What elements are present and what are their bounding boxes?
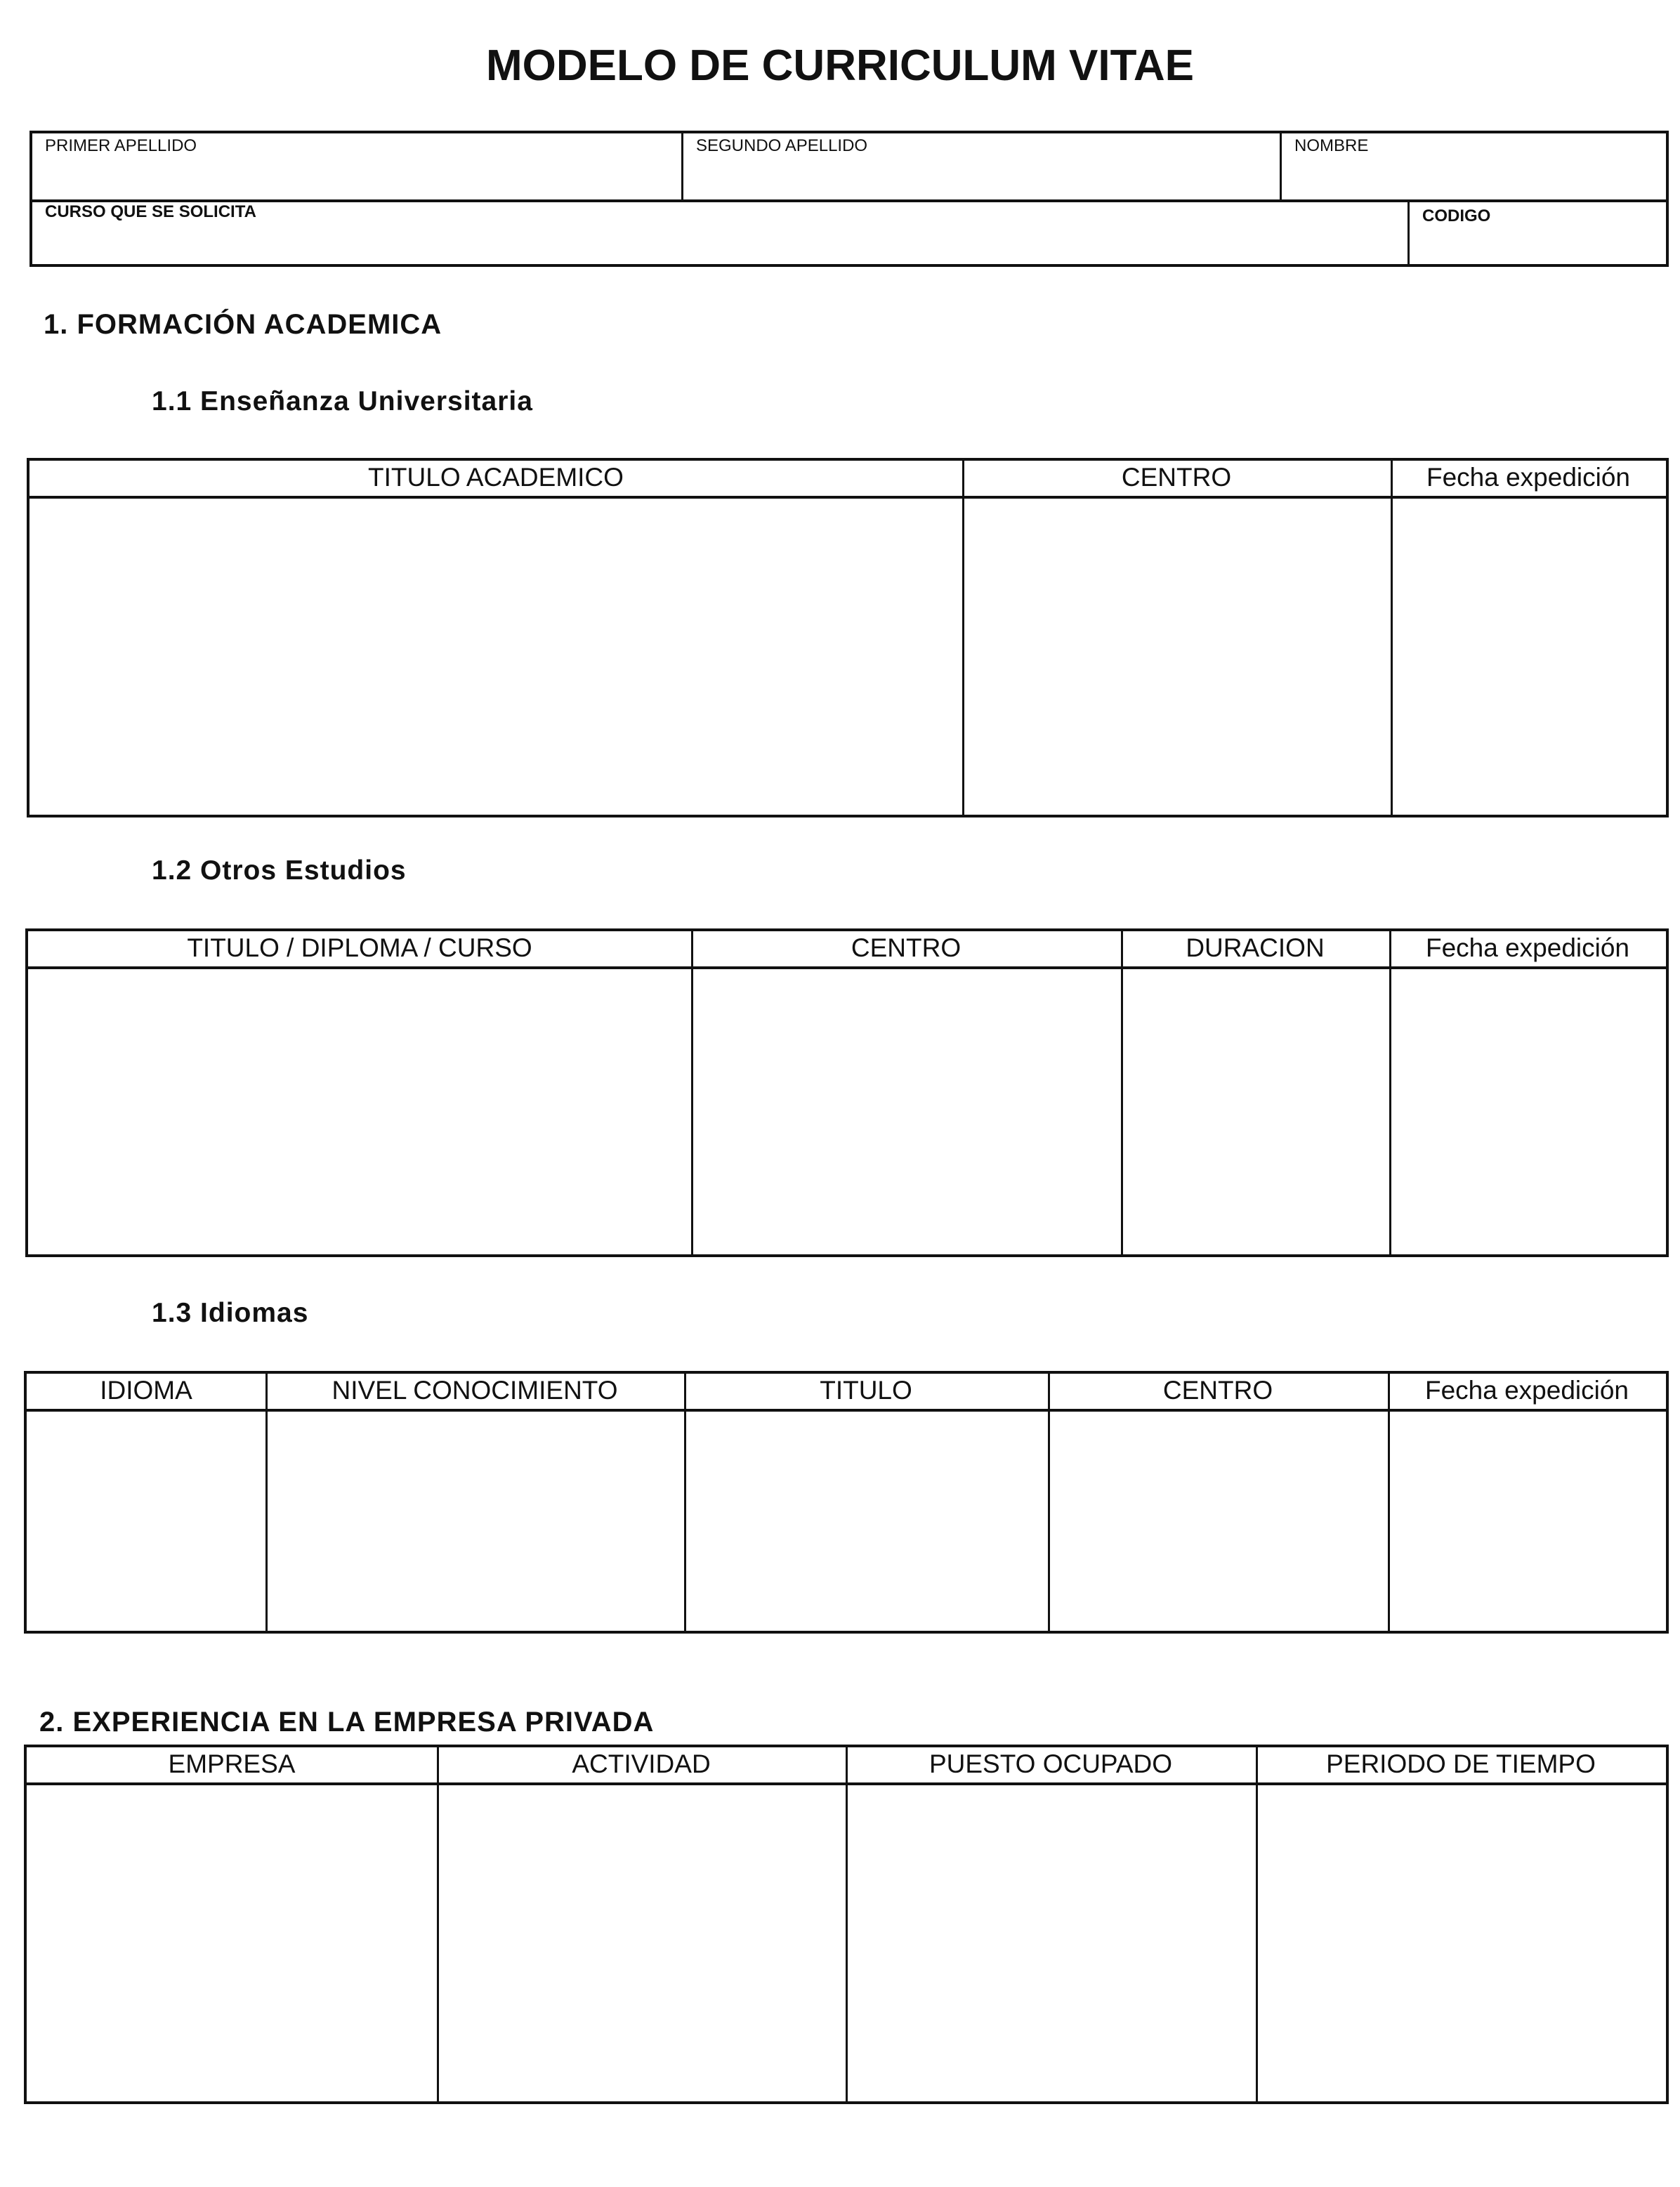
- column-divider: [265, 1374, 268, 1631]
- column-header: IDIOMA: [100, 1376, 192, 1405]
- codigo-field[interactable]: [1407, 199, 1666, 264]
- primer-apellido-field[interactable]: [32, 133, 681, 199]
- curso-field[interactable]: [32, 199, 1407, 264]
- curso-label: CURSO QUE SE SOLICITA: [45, 202, 256, 221]
- column-header: EMPRESA: [168, 1749, 296, 1778]
- column-header: TITULO ACADEMICO: [368, 463, 624, 492]
- column-divider: [437, 1747, 439, 2101]
- column-header: PUESTO OCUPADO: [928, 1749, 1173, 1778]
- column-divider: [1121, 931, 1123, 1254]
- personal-info-box: [29, 131, 1669, 267]
- column-divider: [684, 1374, 686, 1631]
- column-header: Fecha expedición: [1426, 463, 1631, 492]
- column-header: TITULO / DIPLOMA / CURSO: [187, 933, 532, 962]
- experience-table[interactable]: [24, 1745, 1669, 2104]
- other-studies-table[interactable]: [25, 928, 1669, 1257]
- column-divider: [691, 931, 693, 1254]
- codigo-label: CODIGO: [1422, 206, 1491, 225]
- column-header: NIVEL CONOCIMIENTO: [332, 1376, 618, 1405]
- column-divider: [1389, 931, 1391, 1254]
- segundo-apellido-label: SEGUNDO APELLIDO: [696, 136, 868, 155]
- segundo-apellido-field[interactable]: [681, 133, 1280, 199]
- languages-table[interactable]: [24, 1371, 1669, 1634]
- nombre-label: NOMBRE: [1294, 136, 1369, 155]
- column-header: Fecha expedición: [1425, 933, 1630, 962]
- column-divider: [846, 1747, 848, 2101]
- column-header: TITULO: [820, 1376, 912, 1405]
- section-1-2-heading: 1.2 Otros Estudios: [152, 855, 407, 886]
- column-header: ACTIVIDAD: [572, 1749, 711, 1778]
- section-2-heading: 2. EXPERIENCIA EN LA EMPRESA PRIVADA: [39, 1707, 655, 1738]
- university-table[interactable]: [27, 458, 1669, 817]
- section-1-heading: 1. FORMACIÓN ACADEMICA: [44, 309, 442, 340]
- column-divider: [1256, 1747, 1258, 2101]
- column-divider: [962, 461, 964, 815]
- nombre-field[interactable]: [1280, 133, 1666, 199]
- column-header: DURACION: [1186, 933, 1325, 962]
- column-header: Fecha expedición: [1424, 1376, 1629, 1405]
- document-title: MODELO DE CURRICULUM VITAE: [485, 41, 1195, 90]
- column-divider: [1391, 461, 1393, 815]
- column-header: CENTRO: [1162, 1376, 1273, 1405]
- column-header: CENTRO: [851, 933, 962, 962]
- primer-apellido-label: PRIMER APELLIDO: [45, 136, 197, 155]
- column-divider: [1048, 1374, 1050, 1631]
- column-divider: [1388, 1374, 1390, 1631]
- column-header: PERIODO DE TIEMPO: [1326, 1749, 1596, 1778]
- section-1-3-heading: 1.3 Idiomas: [152, 1298, 309, 1328]
- column-header: CENTRO: [1121, 463, 1232, 492]
- section-1-1-heading: 1.1 Enseñanza Universitaria: [152, 386, 533, 416]
